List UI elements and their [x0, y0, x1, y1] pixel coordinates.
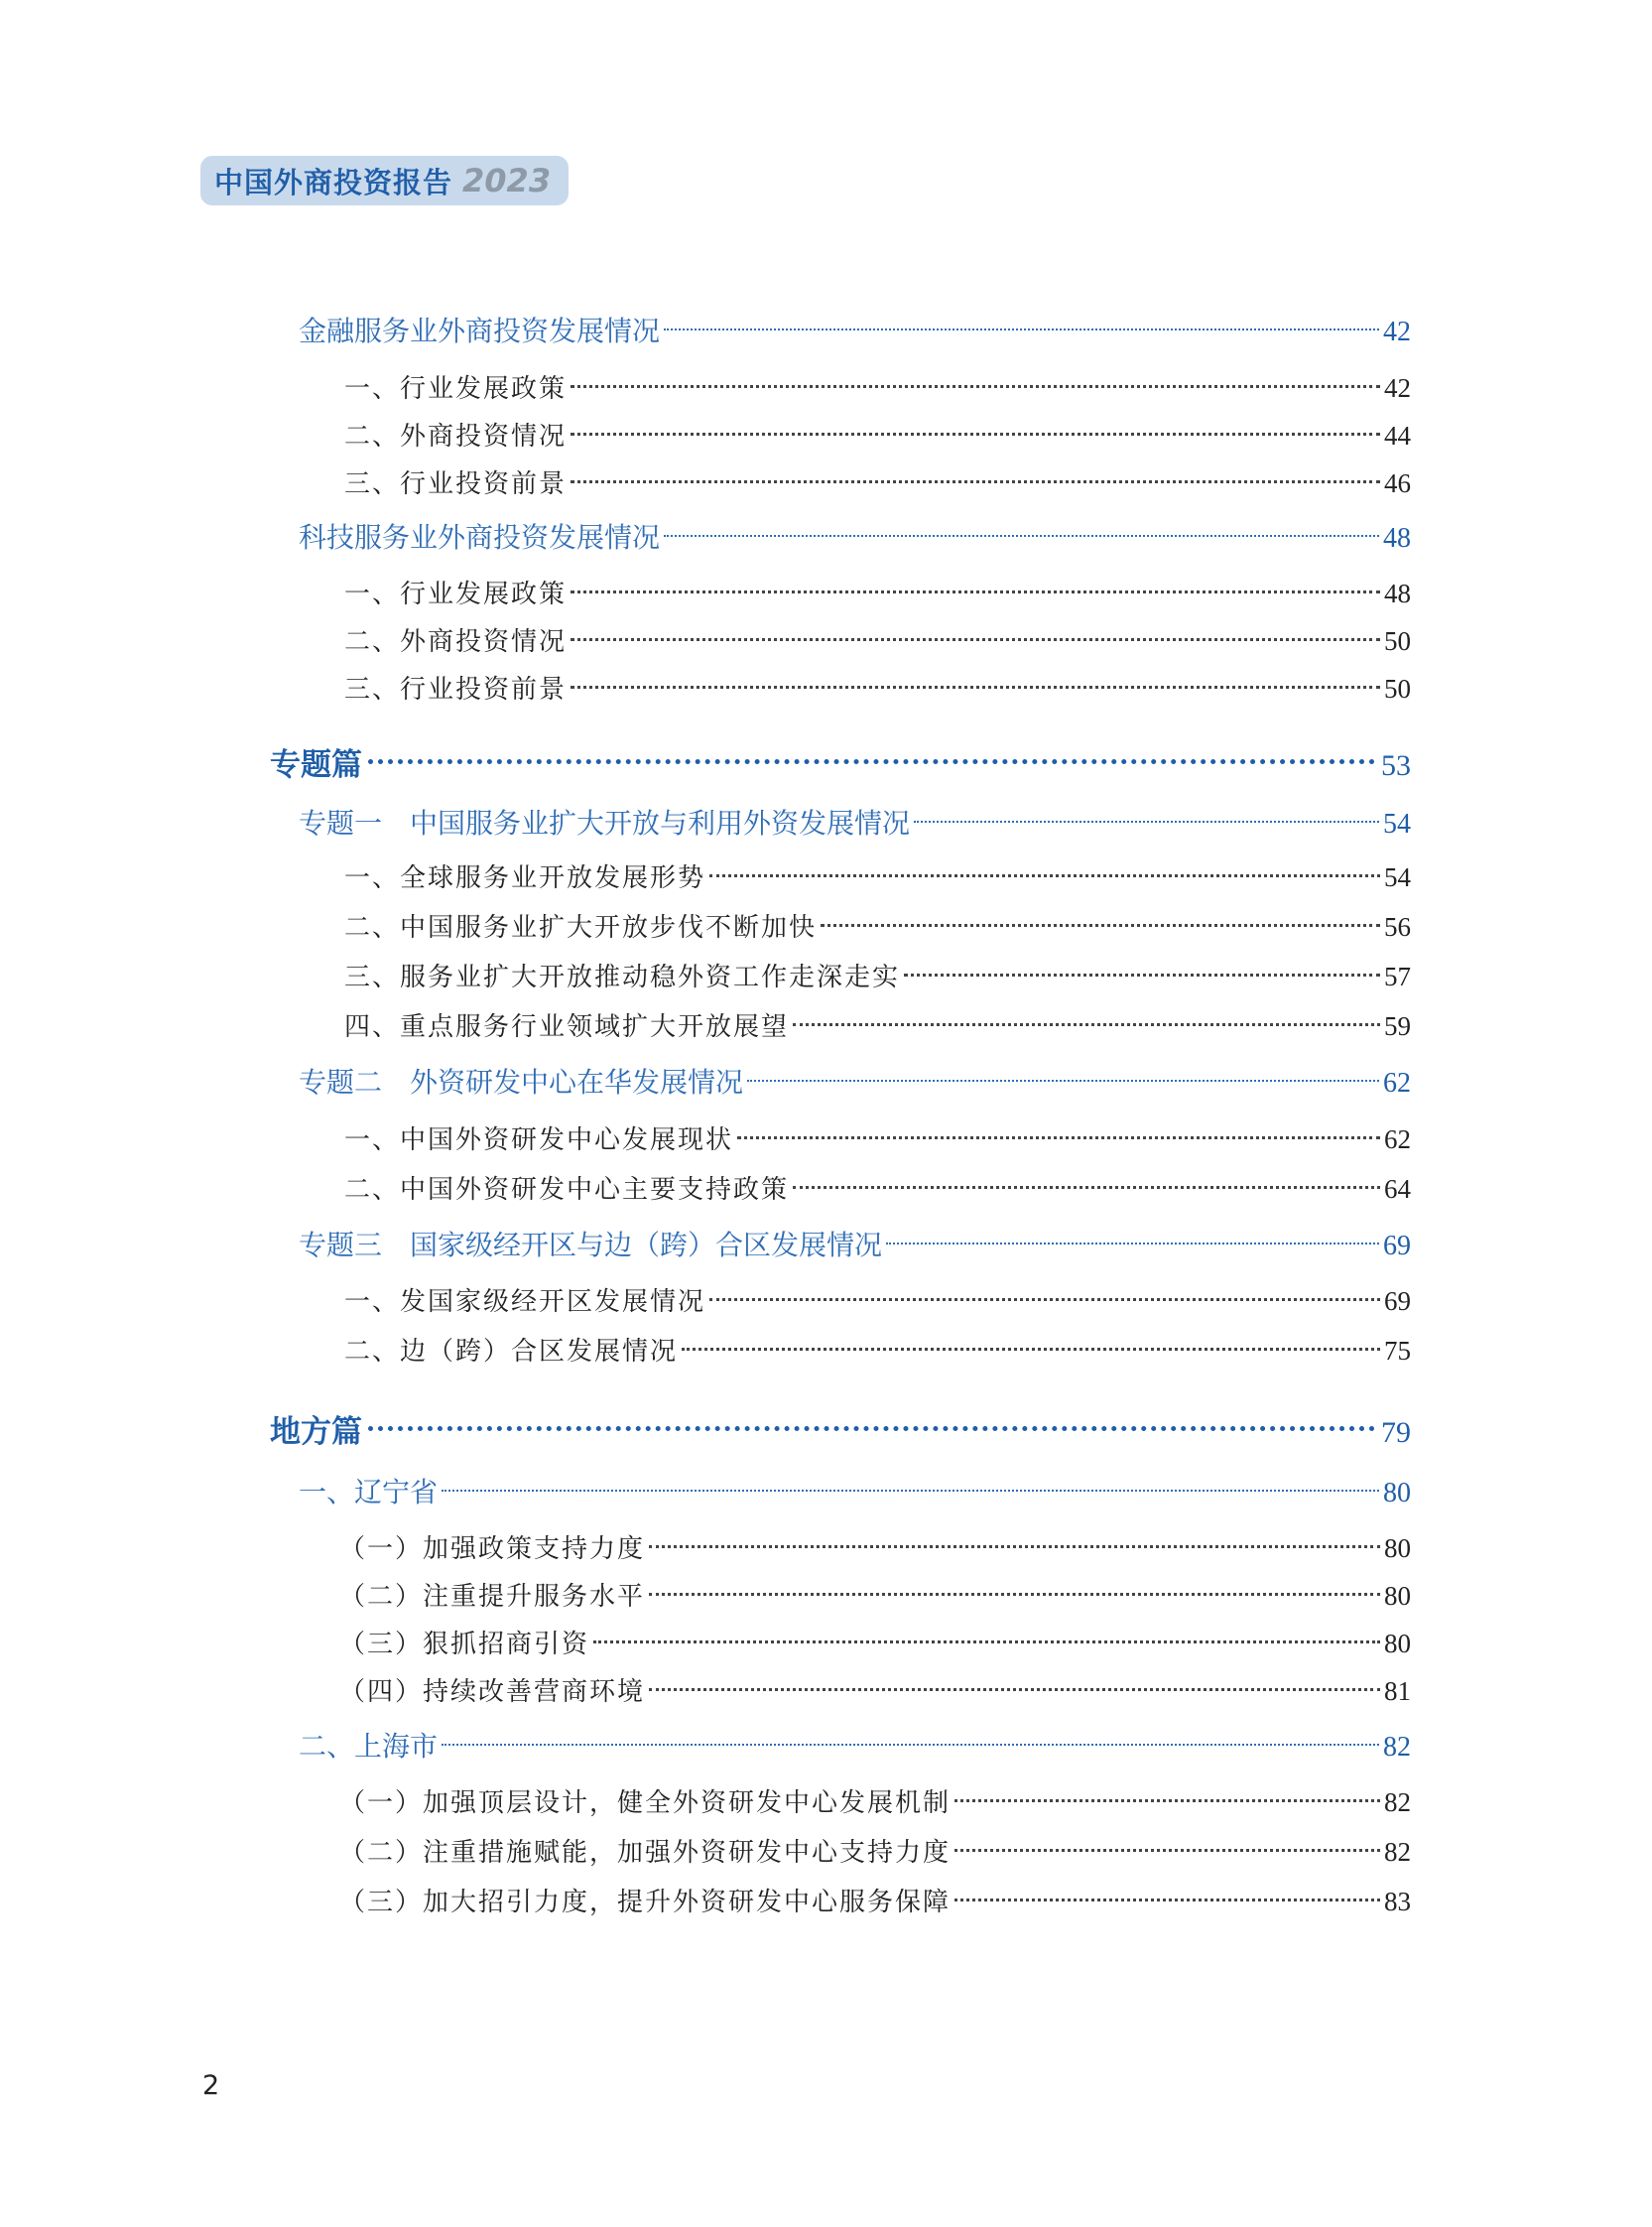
toc-entry[interactable]: [344, 1169, 1411, 1206]
toc-entry-title: （一）加强顶层设计，健全外资研发中心发展机制: [339, 1788, 952, 1818]
toc-leader: [571, 385, 1380, 388]
toc-section[interactable]: [270, 1406, 1411, 1451]
toc-entry-title: 二、中国服务业扩大开放步伐不断加快: [344, 913, 818, 943]
page-number: 2: [202, 2070, 220, 2101]
toc-entry-page: 62: [1384, 1124, 1411, 1154]
toc-entry[interactable]: [344, 669, 1411, 706]
report-year: 2023: [462, 162, 552, 199]
toc-leader: [649, 1688, 1380, 1691]
toc-leader: [368, 759, 1375, 764]
toc-entry-page: 42: [1384, 373, 1411, 403]
toc-entry-title: 专题二 外资研发中心在华发展情况: [299, 1066, 744, 1099]
toc-entry[interactable]: [344, 574, 1411, 610]
toc-entry-page: 42: [1383, 317, 1411, 347]
toc-entry[interactable]: [299, 516, 1411, 556]
toc-leader: [709, 1298, 1380, 1301]
toc-entry[interactable]: [344, 1119, 1411, 1156]
toc-entry-page: 80: [1383, 1478, 1411, 1508]
toc-entry[interactable]: [339, 1671, 1411, 1708]
toc-entry-title: 四、重点服务行业领域扩大开放展望: [344, 1012, 790, 1042]
toc-section[interactable]: [270, 739, 1411, 784]
toc-entry-page: 54: [1384, 862, 1411, 892]
toc-leader: [954, 1799, 1380, 1802]
toc-entry[interactable]: [299, 802, 1411, 842]
toc-section-title: 地方篇: [270, 1414, 362, 1450]
toc-entry[interactable]: [344, 1006, 1411, 1043]
toc-entry-title: （三）狠抓招商引资: [339, 1630, 590, 1659]
toc-entry[interactable]: [299, 1725, 1411, 1765]
toc-leader: [368, 1426, 1375, 1431]
toc-leader: [914, 821, 1379, 823]
toc-entry-page: 48: [1384, 579, 1411, 608]
toc-entry-page: 44: [1384, 421, 1411, 451]
toc-entry-page: 54: [1383, 809, 1411, 840]
toc-entry[interactable]: [344, 368, 1411, 405]
toc-section-page: 79: [1381, 1416, 1411, 1449]
toc-leader: [571, 686, 1380, 689]
toc-section-title: 专题篇: [270, 747, 362, 783]
toc-entry-page: 75: [1384, 1336, 1411, 1366]
toc-entry[interactable]: [339, 1576, 1411, 1613]
toc-leader: [904, 974, 1380, 977]
toc-leader: [747, 1080, 1379, 1082]
toc-entry-page: 50: [1384, 626, 1411, 656]
toc-leader: [571, 480, 1380, 483]
toc-leader: [793, 1186, 1380, 1189]
toc-entry[interactable]: [344, 416, 1411, 453]
toc-entry-page: 57: [1384, 962, 1411, 991]
toc-leader: [954, 1849, 1380, 1852]
toc-leader: [821, 924, 1380, 927]
toc-entry-title: 二、边（跨）合区发展情况: [344, 1337, 679, 1367]
toc-entry-title: 一、行业发展政策: [344, 580, 568, 609]
toc-entry-page: 62: [1383, 1068, 1411, 1099]
toc-entry-page: 69: [1384, 1286, 1411, 1316]
toc-entry-title: 二、中国外资研发中心主要支持政策: [344, 1175, 790, 1205]
toc-entry[interactable]: [339, 1882, 1411, 1918]
toc-leader: [593, 1640, 1380, 1643]
toc-entry-page: 46: [1384, 468, 1411, 498]
toc-entry[interactable]: [339, 1624, 1411, 1660]
toc-entry[interactable]: [339, 1832, 1411, 1869]
toc-entry-title: （三）加大招引力度，提升外资研发中心服务保障: [339, 1888, 952, 1917]
toc-entry[interactable]: [339, 1528, 1411, 1565]
toc-entry-page: 48: [1383, 523, 1411, 554]
toc-entry[interactable]: [299, 310, 1411, 349]
toc-entry-title: （二）注重措施赋能，加强外资研发中心支持力度: [339, 1838, 952, 1868]
toc-leader: [571, 433, 1380, 436]
toc-entry-title: 一、全球服务业开放发展形势: [344, 863, 706, 893]
toc-leader: [682, 1348, 1380, 1351]
toc-entry-title: 二、外商投资情况: [344, 627, 568, 657]
toc-entry-page: 82: [1384, 1787, 1411, 1817]
toc-entry-page: 82: [1383, 1732, 1411, 1763]
toc-entry-page: 50: [1384, 674, 1411, 704]
toc-entry-title: （四）持续改善营商环境: [339, 1677, 646, 1707]
toc-entry-page: 69: [1383, 1231, 1411, 1261]
toc-entry[interactable]: [344, 857, 1411, 894]
toc-entry-page: 56: [1384, 912, 1411, 942]
toc-leader: [664, 535, 1379, 537]
toc-entry-title: （一）加强政策支持力度: [339, 1534, 646, 1564]
toc-leader: [442, 1490, 1379, 1492]
toc-entry[interactable]: [344, 1281, 1411, 1318]
toc-entry-title: 科技服务业外商投资发展情况: [299, 521, 661, 554]
toc-leader: [571, 590, 1380, 593]
toc-entry-title: 专题三 国家级经开区与边（跨）合区发展情况: [299, 1229, 883, 1261]
toc-leader: [954, 1899, 1380, 1901]
toc-entry-title: 金融服务业外商投资发展情况: [299, 315, 661, 347]
toc-section-page: 53: [1381, 749, 1411, 782]
toc-entry[interactable]: [299, 1471, 1411, 1510]
toc-entry-page: 80: [1384, 1629, 1411, 1658]
toc-entry-title: 一、行业发展政策: [344, 374, 568, 404]
toc-entry[interactable]: [344, 957, 1411, 993]
toc-entry-title: 三、行业投资前景: [344, 675, 568, 705]
toc-entry-page: 82: [1384, 1837, 1411, 1867]
toc-entry[interactable]: [344, 463, 1411, 500]
toc-leader: [886, 1243, 1379, 1244]
toc-leader: [649, 1593, 1380, 1596]
toc-entry-page: 83: [1384, 1887, 1411, 1916]
toc-entry-title: 一、辽宁省: [299, 1476, 439, 1508]
toc-entry-page: 64: [1384, 1174, 1411, 1204]
toc-entry-page: 80: [1384, 1533, 1411, 1563]
toc-entry[interactable]: [299, 1061, 1411, 1101]
toc-entry-page: 81: [1384, 1676, 1411, 1706]
toc-entry-title: 三、服务业扩大开放推动稳外资工作走深走实: [344, 963, 901, 992]
toc-entry[interactable]: [344, 907, 1411, 944]
toc-entry[interactable]: [299, 1224, 1411, 1263]
toc-leader: [571, 638, 1380, 641]
toc-entry-title: 一、中国外资研发中心发展现状: [344, 1125, 734, 1155]
toc-entry-title: （二）注重提升服务水平: [339, 1582, 646, 1612]
report-title: 中国外商投资报告: [214, 165, 453, 199]
toc-leader: [664, 328, 1379, 330]
report-header-badge: [200, 156, 569, 205]
toc-entry-page: 59: [1384, 1011, 1411, 1041]
toc-entry-title: 二、上海市: [299, 1730, 439, 1763]
toc-leader: [737, 1136, 1380, 1139]
toc-entry-page: 80: [1384, 1581, 1411, 1611]
toc-entry-title: 三、行业投资前景: [344, 469, 568, 499]
toc-entry-title: 专题一 中国服务业扩大开放与利用外资发展情况: [299, 807, 911, 840]
toc-leader: [649, 1545, 1380, 1548]
toc-leader: [793, 1023, 1380, 1026]
toc-entry[interactable]: [344, 1331, 1411, 1368]
toc-entry[interactable]: [339, 1782, 1411, 1819]
toc-entry-title: 一、发国家级经开区发展情况: [344, 1287, 706, 1317]
toc-leader: [709, 874, 1380, 877]
toc-entry[interactable]: [344, 621, 1411, 658]
toc-entry-title: 二、外商投资情况: [344, 422, 568, 452]
toc-leader: [442, 1744, 1379, 1746]
